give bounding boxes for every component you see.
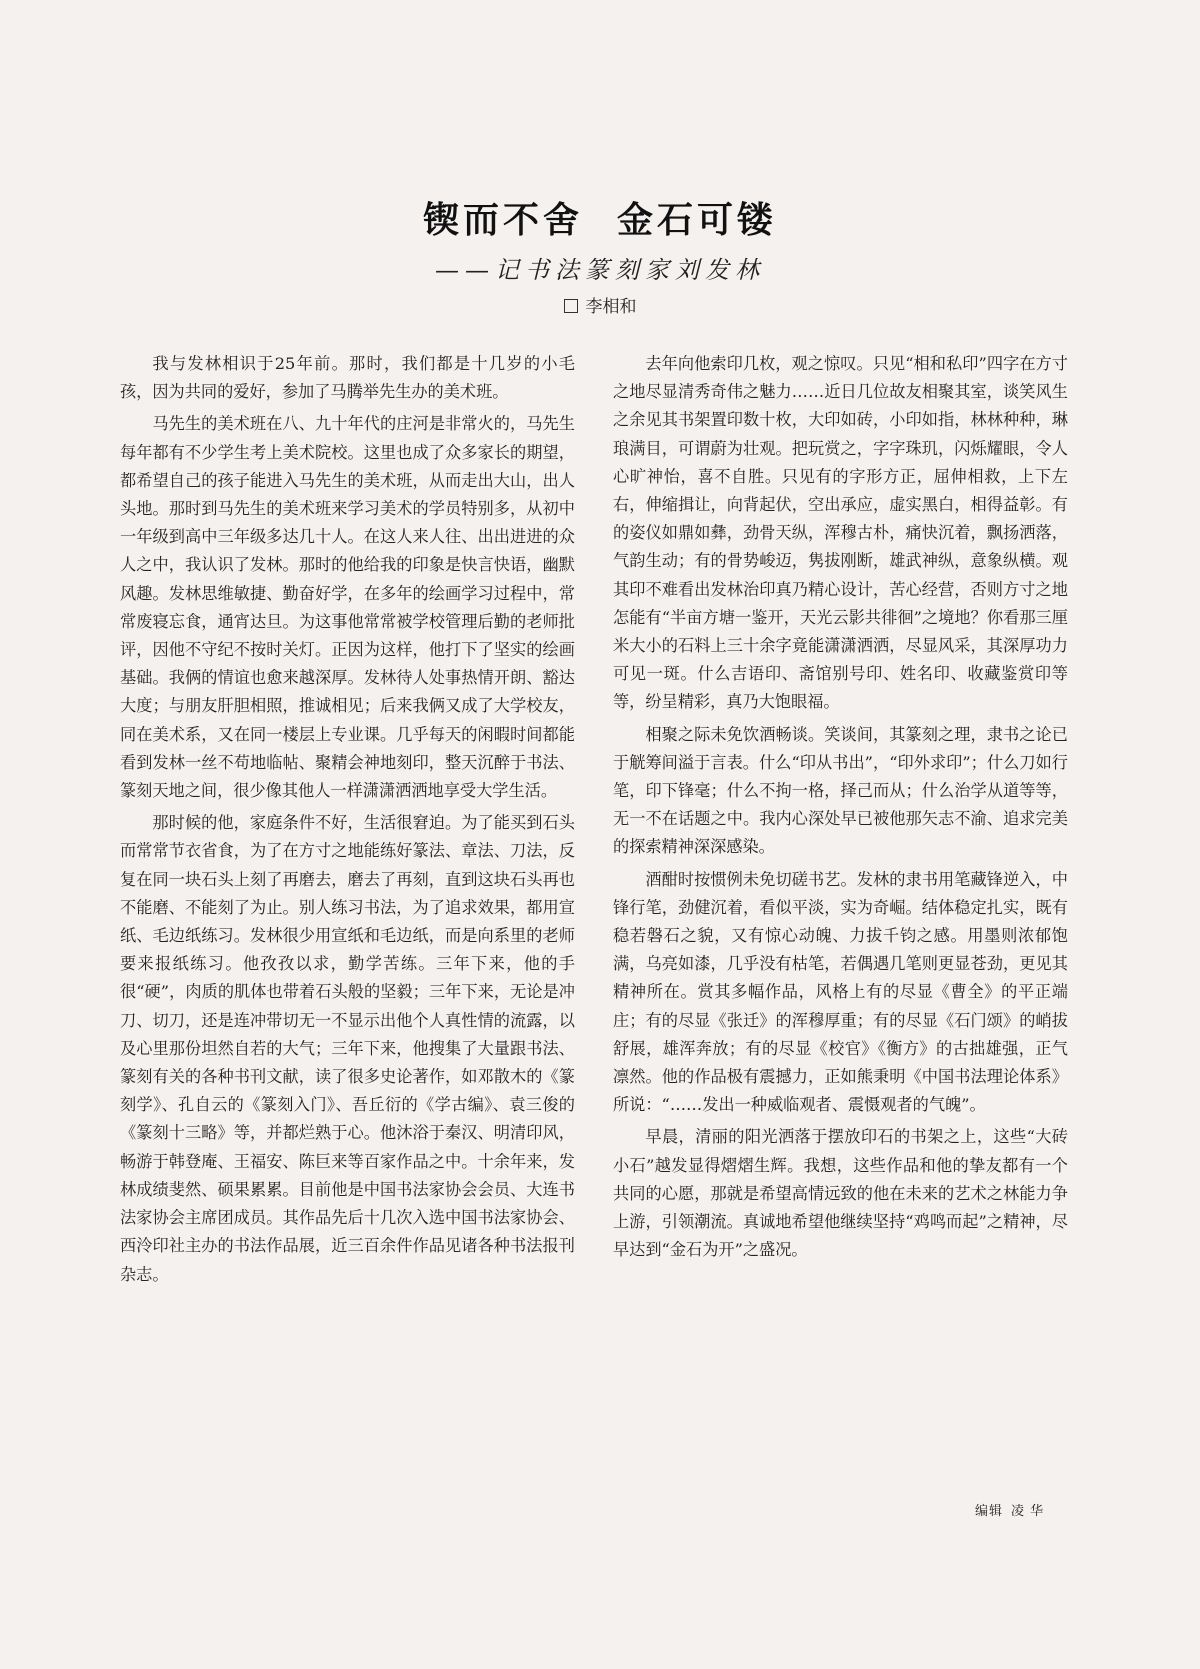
author-name: 李相和 bbox=[585, 297, 637, 317]
title-part-2: 金石可镂 bbox=[617, 199, 778, 241]
title-part-1: 锲而不舍 bbox=[422, 199, 583, 241]
paragraph: 早晨，清丽的阳光洒落于摆放印石的书架之上，这些“大砖小石”越发显得熠熠生辉。我想，这些作品和他的挚友都有一个共同的心愿，那就是希望高情远致的他在未来的艺术之林能力争上游，引领潮流。真诚地希望他继续坚持“鸡鸣而起”之精神，尽早达到“金石为开”之盛况。 bbox=[613, 1127, 1068, 1260]
article-subtitle: ——记书法篆刻家刘发林 bbox=[435, 256, 765, 284]
square-bullet-icon bbox=[564, 299, 578, 313]
editor-credit bbox=[975, 1500, 1044, 1519]
left-column bbox=[120, 350, 575, 1293]
paragraph: 相聚之际未免饮酒畅谈。笑谈间，其篆刻之理，隶书之论已于觥筹间溢于言表。什么“印从书出”，“印外求印”；什么刀如行笔，印下锋毫；什么不拘一格，择己而从；什么治学从道等等，无一不在话题之中。我内心深处早已被他那矢志不渝、追求完美的探索精神深深感染。 bbox=[613, 724, 1068, 857]
editor-label: 编辑 bbox=[975, 1504, 1004, 1519]
paragraph: 马先生的美术班在八、九十年代的庄河是非常火的，马先生每年都有不少学生考上美术院校。这里也成了众多家长的期望，都希望自己的孩子能进入马先生的美术班，从而走出大山，出人头地。那时到马先生的美术班来学习美术的学员特别多，从初中一年级到高中三年级多达几十人。在这人来人往、出出进进的众人之中，我认识了发林。那时的他给我的印象是快言快语，幽默风趣。发林思维敏捷、勤奋好学，在多年的绘画学习过程中，常常废寝忘食，通宵达旦。为这事他常常被学校管理后勤的老师批评，因他不守纪不按时关灯。正因为这样，他打下了坚实的绘画基础。我俩的情谊也愈来越深厚。发林待人处事热情开朗、豁达大度；与朋友肝胆相照，推诚相见；后来我俩又成了大学校友，同在美术系，又在同一楼层上专业课。几乎每天的闲暇时间都能看到发林一丝不苟地临帖、聚精会神地刻印，整天沉醉于书法、篆刻天地之间，很少像其他人一样潇潇洒洒地享受大学生活。 bbox=[120, 414, 575, 801]
editor-name: 凌 华 bbox=[1011, 1504, 1045, 1519]
paragraph: 我与发林相识于25年前。那时，我们都是十几岁的小毛孩，因为共同的爱好，参加了马腾举先生办的美术班。 bbox=[120, 354, 575, 402]
paragraph: 酒酣时按惯例未免切磋书艺。发林的隶书用笔藏锋逆入，中锋行笔，劲健沉着，看似平淡，实为奇崛。结体稳定扎实，既有稳若磐石之貌，又有惊心动魄、力拔千钧之感。用墨则浓郁饱满，乌亮如漆，几乎没有枯笔，若偶遇几笔则更显苍劲，更见其精神所在。赏其多幅作品，风格上有的尽显《曹全》的平正端庄；有的尽显《张迁》的浑穆厚重；有的尽显《石门颂》的峭拔舒展，雄浑奔放；有的尽显《校官》《衡方》的古拙雄强，正气凛然。他的作品极有震撼力，正如熊秉明《中国书法理论体系》所说：“……发出一种威临观者、震慑观者的气魄”。 bbox=[613, 869, 1068, 1115]
article-title bbox=[0, 192, 1200, 243]
byline bbox=[0, 292, 1200, 317]
right-column bbox=[613, 350, 1068, 1269]
paragraph: 那时候的他，家庭条件不好，生活很窘迫。为了能买到石头而常常节衣省食，为了在方寸之地能练好篆法、章法、刀法，反复在同一块石头上刻了再磨去，磨去了再刻，直到这块石头再也不能磨、不能刻了为止。别人练习书法，为了追求效果，都用宣纸、毛边纸练习。发林很少用宣纸和毛边纸，而是向系里的老师要来报纸练习。他孜孜以求，勤学苦练。三年下来，他的手很“硬”，肉质的肌体也带着石头般的坚毅；三年下来，无论是冲刀、切刀，还是连冲带切无一不显示出他个人真性情的流露，以及心里那份坦然自若的大气；三年下来，他搜集了大量跟书法、篆刻有关的各种书刊文献，读了很多史论著作，如邓散木的《篆刻学》、孔自云的《篆刻入门》、吾丘衍的《学古编》、袁三俊的《篆刻十三略》等，并都烂熟于心。他沐浴于秦汉、明清印风，畅游于韩登庵、王福安、陈巨来等百家作品之中。十余年来，发林成绩斐然、硕果累累。目前他是中国书法家协会会员、大连书法家协会主席团成员。其作品先后十几次入选中国书法家协会、西泠印社主办的书法作品展，近三百余件作品见诸各种书法报刊杂志。 bbox=[120, 813, 575, 1284]
paragraph: 去年向他索印几枚，观之惊叹。只见“相和私印”四字在方寸之地尽显清秀奇伟之魅力……近日几位故友相聚其室，谈笑风生之余见其书架置印数十枚，大印如砖，小印如指，林林种种，琳琅满目，可谓蔚为壮观。把玩赏之，字字珠玑，闪烁耀眼，令人心旷神怡，喜不自胜。只见有的字形方正，屈伸相救，上下左右，伸缩揖让，向背起伏，空出承应，虚实黑白，相得益彰。有的姿仪如鼎如彝，劲骨天纵，浑穆古朴，痛快沉着，飘扬洒落，气韵生动；有的骨势峻迈，隽拔刚断，雄武神纵，意象纵横。观其印不难看出发林治印真乃精心设计，苦心经营，否则方寸之地怎能有“半亩方塘一鉴开，天光云影共徘徊”之境地？你看那三厘米大小的石料上三十余字竟能潇潇洒洒，尽显风采，其深厚功力可见一斑。什么吉语印、斋馆别号印、姓名印、收藏鉴赏印等等，纷呈精彩，真乃大饱眼福。 bbox=[613, 354, 1068, 712]
